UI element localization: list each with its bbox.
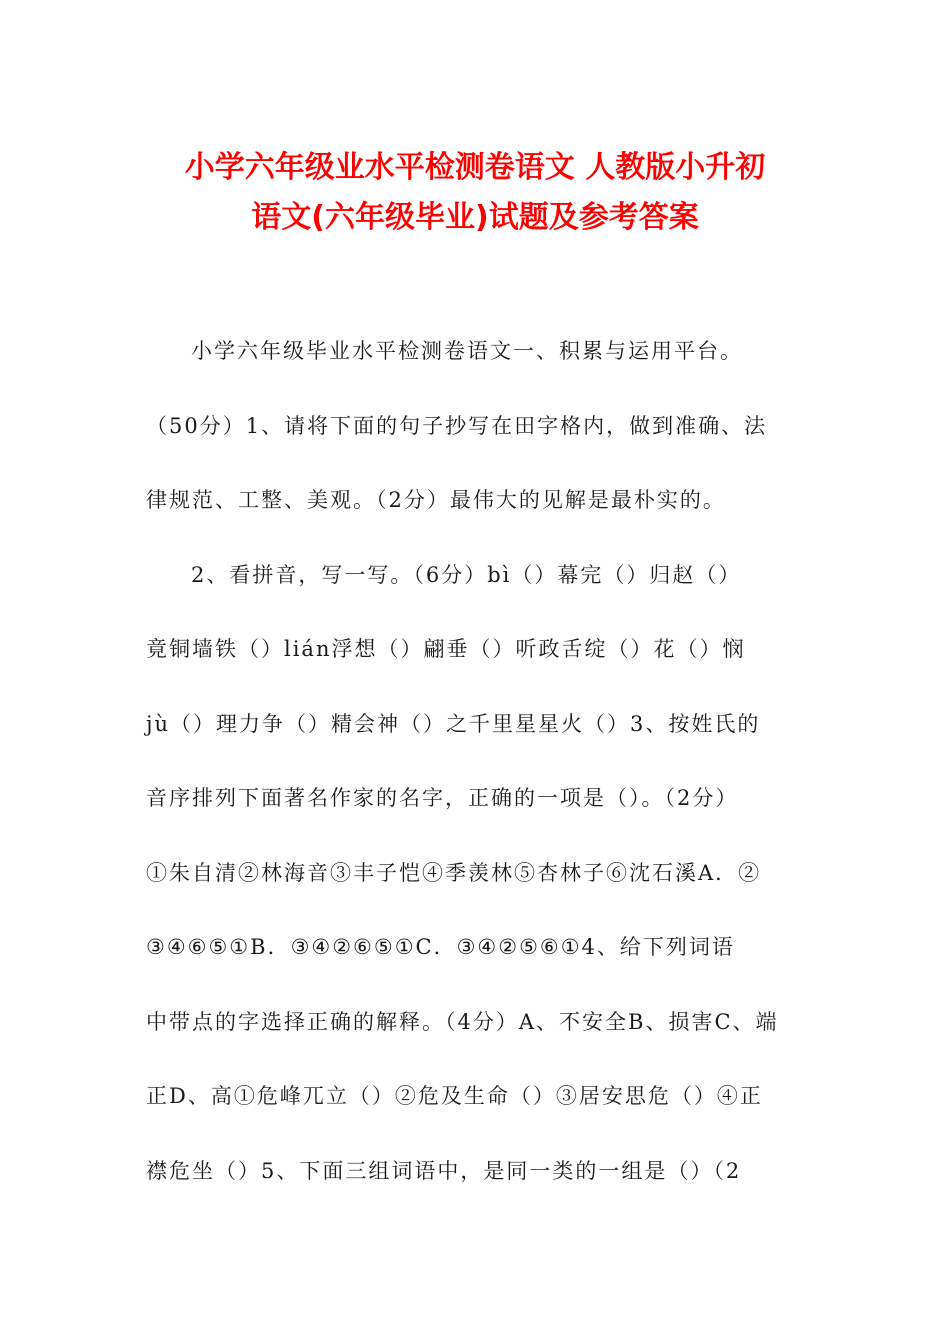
title-line-2: 语文(六年级毕业)试题及参考答案 bbox=[251, 200, 699, 235]
body-line-9: ③④⑥⑤①B．③④②⑥⑤①C．③④②⑤⑥①4、给下列词语 bbox=[146, 935, 735, 959]
body-line-5: 竟铜墙铁（）lián浮想（）翩垂（）听政舌绽（）花（）悯 bbox=[146, 637, 746, 661]
document-body bbox=[146, 326, 816, 1220]
body-line-6: jù（）理力争（）精会神（）之千里星星火（）3、按姓氏的 bbox=[146, 711, 761, 736]
body-line-3: 律规范、工整、美观。（2分）最伟大的见解是最朴实的。 bbox=[146, 488, 726, 512]
document-title bbox=[100, 143, 850, 243]
title-line-1: 小学六年级业水平检测卷语文 人教版小升初 bbox=[184, 150, 766, 185]
body-line-8: ①朱自清②林海音③丰子恺④季羡林⑤杏林子⑥沈石溪A．② bbox=[146, 860, 762, 885]
body-line-1: 小学六年级毕业水平检测卷语文一、积累与运用平台。 bbox=[191, 339, 743, 363]
body-line-7: 音序排列下面著名作家的名字，正确的一项是（）。（2分） bbox=[146, 786, 739, 810]
body-line-2: （50分）1、请将下面的句子抄写在田字格内，做到准确、法 bbox=[146, 413, 768, 438]
body-line-4: 2、看拼音，写一写。（6分）bì（）幕完（）归赵（） bbox=[191, 562, 742, 587]
body-line-10: 中带点的字选择正确的解释。（4分）A、不安全B、损害C、端 bbox=[146, 1009, 779, 1034]
body-line-12: 襟危坐（）5、下面三组词语中，是同一类的一组是（）（2 bbox=[146, 1158, 742, 1183]
body-line-11: 正D、高①危峰兀立（）②危及生命（）③居安思危（）④正 bbox=[146, 1084, 763, 1108]
